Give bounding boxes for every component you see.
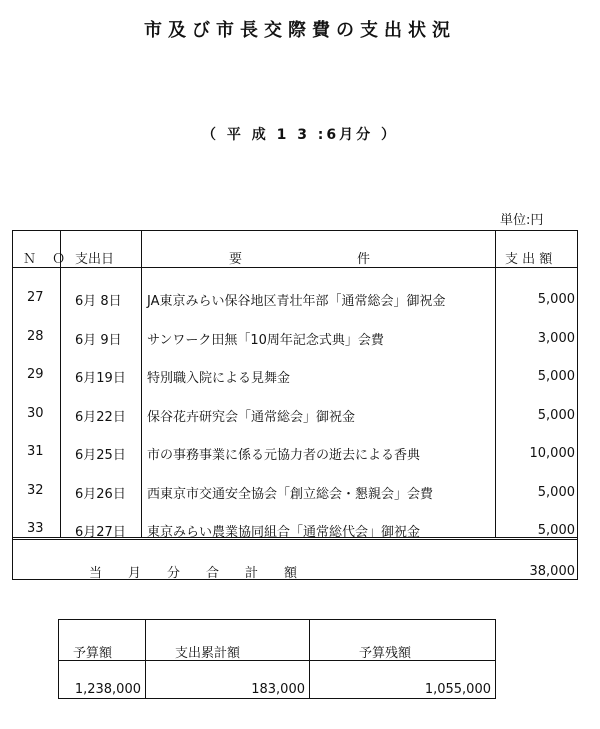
row-amount: 5,000: [537, 523, 575, 538]
budget-allocated-value: 1,238,000: [74, 682, 141, 697]
document-title: 市及び市長交際費の支出状況: [144, 20, 456, 41]
period-subtitle: （ 平 成 1 3 :6月分 ）: [201, 127, 399, 143]
budget-header-allocated: 予算額: [73, 646, 113, 661]
row-date: 6月 9日: [75, 332, 122, 348]
header-no: Ｎ Ｏ: [23, 252, 72, 267]
expense-table: [12, 230, 578, 580]
total-row: [13, 537, 577, 579]
total-amount: 38,000: [529, 564, 575, 579]
row-no: 27: [27, 290, 44, 305]
header-amount: 支 出 額: [505, 252, 553, 267]
budget-header-remaining: 予算残額: [359, 646, 412, 661]
row-date: 6月27日: [75, 525, 126, 540]
column-divider: [60, 231, 61, 537]
row-amount: 5,000: [537, 369, 575, 384]
row-purpose: 保谷花卉研究会「通常総会」御祝金: [147, 409, 356, 425]
header-divider: [59, 660, 495, 661]
header-purpose-a: 要: [229, 252, 243, 267]
row-no: 30: [27, 405, 44, 421]
budget-table: [58, 619, 496, 699]
budget-cumulative-value: 183,000: [251, 682, 305, 697]
row-amount: 5,000: [537, 407, 575, 423]
row-purpose: JA東京みらい保谷地区青壮年部「通常総会」御祝金: [147, 294, 446, 309]
row-date: 6月25日: [75, 448, 126, 463]
unit-label: 単位:円: [500, 213, 544, 228]
row-no: 29: [27, 367, 44, 382]
row-no: 32: [27, 482, 44, 498]
budget-remaining-value: 1,055,000: [424, 682, 491, 697]
total-label: 当 月 分 合 計 額: [89, 566, 298, 581]
row-no: 33: [27, 521, 44, 536]
row-date: 6月26日: [75, 486, 126, 502]
row-purpose: 西東京市交通安全協会「創立総会・懇親会」会費: [147, 486, 434, 502]
row-date: 6月19日: [75, 371, 126, 386]
column-divider: [145, 620, 146, 698]
column-divider: [141, 231, 142, 537]
row-amount: 3,000: [537, 330, 575, 346]
header-date: 支出日: [75, 252, 115, 267]
row-amount: 5,000: [537, 484, 575, 500]
row-no: 31: [27, 444, 44, 459]
row-date: 6月22日: [75, 409, 126, 425]
row-purpose: 東京みらい農業協同組合「通常総代会」御祝金: [147, 525, 421, 540]
column-divider: [309, 620, 310, 698]
column-divider: [495, 231, 496, 537]
header-divider: [13, 267, 577, 268]
row-purpose: 特別職入院による見舞金: [147, 371, 291, 386]
header-purpose-b: 件: [357, 252, 371, 267]
budget-header-cumulative: 支出累計額: [175, 646, 241, 661]
row-amount: 10,000: [529, 446, 575, 461]
row-no: 28: [27, 328, 44, 344]
row-date: 6月 8日: [75, 294, 122, 309]
row-amount: 5,000: [537, 292, 575, 307]
row-purpose: サンワーク田無「10周年記念式典」会費: [147, 332, 384, 348]
row-purpose: 市の事務事業に係る元協力者の逝去による香典: [147, 448, 421, 463]
